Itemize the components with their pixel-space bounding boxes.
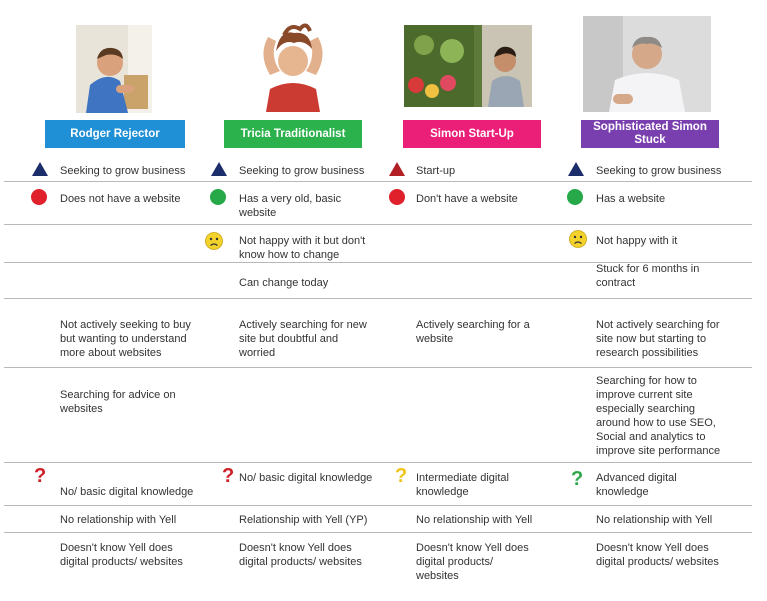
row-divider — [4, 224, 752, 225]
digital-knowledge-simon: Intermediate digital knowledge — [416, 472, 509, 498]
digital-knowledge-sophisticated-simon: Advanced digital knowledge — [596, 472, 677, 498]
question-icon: ? — [34, 465, 47, 487]
contract-tricia: Can change today — [239, 277, 329, 289]
advice-rodger: Searching for advice on websites — [60, 389, 176, 415]
triangle-icon — [568, 162, 584, 176]
relationship-tricia: Relationship with Yell (YP) — [239, 514, 368, 526]
products-awareness-sophisticated-simon: Doesn't know Yell does digital products/ websites — [596, 542, 719, 568]
row-divider — [4, 367, 752, 368]
products-awareness-rodger: Doesn't know Yell does digital products/ websites — [60, 542, 183, 568]
business-stage-simon: Start-up — [416, 165, 456, 177]
triangle-icon — [32, 162, 48, 176]
digital-knowledge-tricia: No/ basic digital knowledge — [239, 472, 373, 484]
business-stage-rodger: Seeking to grow business — [60, 165, 186, 177]
products-awareness-tricia: Doesn't know Yell does digital products/ websites — [239, 542, 362, 568]
relationship-rodger: No relationship with Yell — [60, 514, 177, 526]
search-behaviour-tricia: Actively searching for new site but doubtful and worried — [239, 319, 367, 359]
row-divider — [4, 462, 752, 463]
contract-sophisticated-simon: Stuck for 6 months in contract — [596, 263, 700, 289]
photo-tricia-traditionalist — [254, 15, 332, 112]
row-divider — [4, 298, 752, 299]
happiness-sophisticated-simon: Not happy with it — [596, 235, 678, 247]
website-status-rodger: Does not have a website — [60, 193, 181, 205]
row-divider — [4, 532, 752, 533]
digital-knowledge-rodger: No/ basic digital knowledge — [60, 486, 194, 498]
question-icon: ? — [395, 465, 408, 487]
sad-face-icon — [569, 230, 587, 248]
business-stage-tricia: Seeking to grow business — [239, 165, 365, 177]
circle-icon — [31, 189, 47, 205]
search-behaviour-simon: Actively searching for a website — [416, 319, 530, 345]
question-icon: ? — [222, 465, 235, 487]
search-behaviour-sophisticated-simon: Not actively searching for site now but starting to research possibilities — [596, 319, 720, 359]
persona-label-sophisticated-simon-stuck: Sophisticated Simon Stuck — [581, 120, 719, 148]
circle-icon — [567, 189, 583, 205]
relationship-simon: No relationship with Yell — [416, 514, 533, 526]
business-stage-sophisticated-simon: Seeking to grow business — [596, 165, 722, 177]
products-awareness-simon: Doesn't know Yell does digital products/ websites — [416, 542, 529, 582]
photo-rodger-rejector — [76, 25, 152, 113]
sad-face-icon — [205, 232, 223, 250]
persona-label-simon-start-up: Simon Start-Up — [403, 120, 541, 148]
website-status-simon: Don't have a website — [416, 193, 518, 205]
photo-simon-start-up — [404, 25, 532, 107]
persona-label-rodger-rejector: Rodger Rejector — [45, 120, 185, 148]
website-status-tricia: Has a very old, basic website — [239, 193, 342, 219]
triangle-icon — [211, 162, 227, 176]
relationship-sophisticated-simon: No relationship with Yell — [596, 514, 713, 526]
question-icon: ? — [571, 468, 584, 490]
triangle-icon — [389, 162, 405, 176]
photo-sophisticated-simon-stuck — [583, 16, 711, 112]
persona-label-tricia-traditionalist: Tricia Traditionalist — [224, 120, 362, 148]
circle-icon — [210, 189, 226, 205]
happiness-tricia: Not happy with it but don't know how to change — [239, 235, 366, 261]
circle-icon — [389, 189, 405, 205]
website-status-sophisticated-simon: Has a website — [596, 193, 666, 205]
advice-sophisticated-simon: Searching for how to improve current site especially searching around how to use SEO, Social and analytics to improve site performance — [596, 375, 721, 457]
row-divider — [4, 505, 752, 506]
row-divider — [4, 181, 752, 182]
search-behaviour-rodger: Not actively seeking to buy but wanting to understand more about websites — [60, 319, 191, 359]
